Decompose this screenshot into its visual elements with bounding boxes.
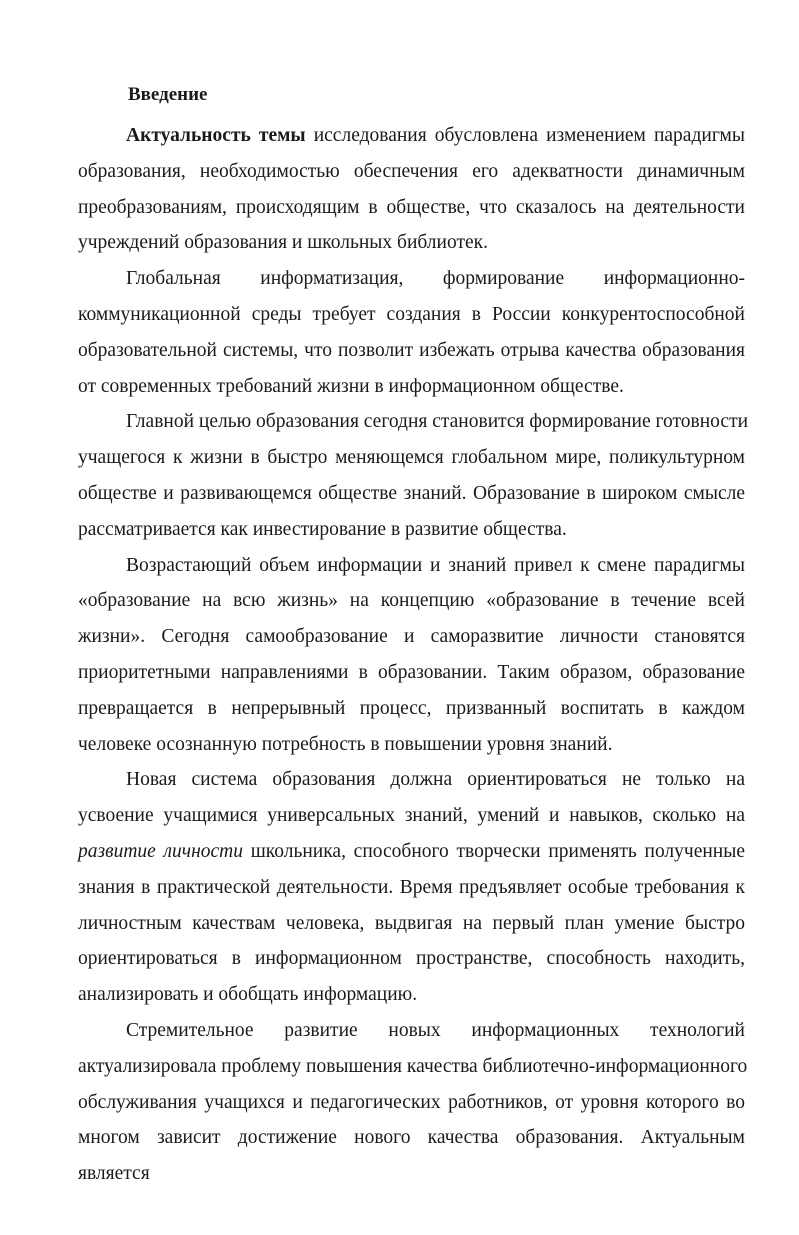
text-line xyxy=(78,906,745,942)
line-text: знания в практической деятельности. Время предъявляет особые требования к xyxy=(78,876,745,898)
line-text: превращается в непрерывный процесс, призванный воспитать в каждом xyxy=(78,697,745,719)
body-text xyxy=(78,118,749,1192)
emphasis-bold: Актуальность темы xyxy=(126,125,306,146)
text-line xyxy=(78,548,745,584)
line-text: личностным качествам человека, выдвигая на первый план умение быстро xyxy=(78,912,745,934)
line-text: учащегося к жизни в быстро меняющемся глобальном мире, поликультурном xyxy=(78,447,745,469)
text-line xyxy=(78,870,745,906)
line-text: жизни». Сегодня самообразование и саморазвитие личности становятся xyxy=(78,626,745,648)
line-text: Глобальная информатизация, формирование информационно- xyxy=(126,268,745,290)
line-text: школьника, способного творчески применять полученные xyxy=(243,840,746,862)
line-text: исследования обусловлена изменением парадигмы xyxy=(305,125,746,146)
line-text: анализировать и обобщать информацию. xyxy=(78,984,418,1006)
line-text: Новая система образования должна ориентироваться не только на xyxy=(126,769,745,791)
section-heading: Введение xyxy=(128,84,208,105)
paragraph xyxy=(78,404,749,547)
emphasis-italic: развитие личности xyxy=(78,840,244,862)
line-text: многом зависит достижение нового качества образования. Актуальным является xyxy=(78,1127,745,1185)
line-text: рассматривается как инвестирование в развитие общества. xyxy=(78,518,567,540)
line-text: ориентироваться в информационном пространстве, способность находить, xyxy=(78,948,745,970)
line-text: образовательной системы, что позволит избежать отрыва качества образования xyxy=(78,339,745,361)
line-text: обществе и развивающемся обществе знаний. Образование в широком смысле xyxy=(78,482,745,504)
line-text: Возрастающий объем информации и знаний привел к смене парадигмы xyxy=(126,554,745,576)
text-line xyxy=(78,369,745,405)
text-line xyxy=(78,1085,745,1121)
line-text: обслуживания учащихся и педагогических работников, от уровня которого во xyxy=(78,1091,745,1113)
text-line xyxy=(78,261,745,297)
text-line xyxy=(78,762,745,798)
line-text: усвоение учащимися универсальных знаний, умений и навыков, сколько на xyxy=(78,805,745,827)
paragraph xyxy=(78,261,745,404)
text-line xyxy=(78,1049,748,1085)
line-text: учреждений образования и школьных библиотек. xyxy=(78,232,488,254)
text-line xyxy=(78,154,745,190)
line-text: актуализировала проблему повышения качества библиотечно-информационного xyxy=(78,1055,748,1077)
line-text: Главной целью образования сегодня становится формирование готовности xyxy=(126,411,749,433)
text-line xyxy=(78,977,745,1013)
paragraph xyxy=(78,118,745,261)
line-text: преобразованиям, происходящим в обществе, что сказалось на деятельности xyxy=(78,196,745,218)
text-line xyxy=(78,583,745,619)
text-line xyxy=(78,440,745,476)
paragraph xyxy=(78,1013,748,1192)
text-line xyxy=(78,225,745,261)
line-text: человеке осознанную потребность в повышении уровня знаний. xyxy=(78,733,613,755)
text-line xyxy=(78,404,749,440)
line-text: образования, необходимостью обеспечения его адекватности динамичным xyxy=(78,160,745,182)
paragraph xyxy=(78,762,745,1013)
line-text: приоритетными направлениями в образовании. Таким образом, образование xyxy=(78,661,745,683)
line-text: коммуникационной среды требует создания в России конкурентоспособной xyxy=(78,303,745,325)
line-text: «образование на всю жизнь» на концепцию «образование в течение всей xyxy=(78,590,745,612)
text-line xyxy=(78,190,745,226)
text-line xyxy=(78,297,745,333)
text-line xyxy=(78,1013,745,1049)
text-line xyxy=(78,1120,745,1192)
text-line xyxy=(78,798,745,834)
text-line xyxy=(78,512,745,548)
text-line xyxy=(78,834,745,870)
text-line xyxy=(78,941,745,977)
text-line xyxy=(78,691,745,727)
line-text: Стремительное развитие новых информационных технологий xyxy=(126,1019,745,1041)
text-line xyxy=(78,118,745,154)
text-line xyxy=(78,619,745,655)
text-line xyxy=(78,476,745,512)
paragraph xyxy=(78,548,745,763)
text-line xyxy=(78,333,745,369)
text-line xyxy=(78,727,745,763)
line-text: от современных требований жизни в информационном обществе. xyxy=(78,375,624,397)
text-line xyxy=(78,655,745,691)
